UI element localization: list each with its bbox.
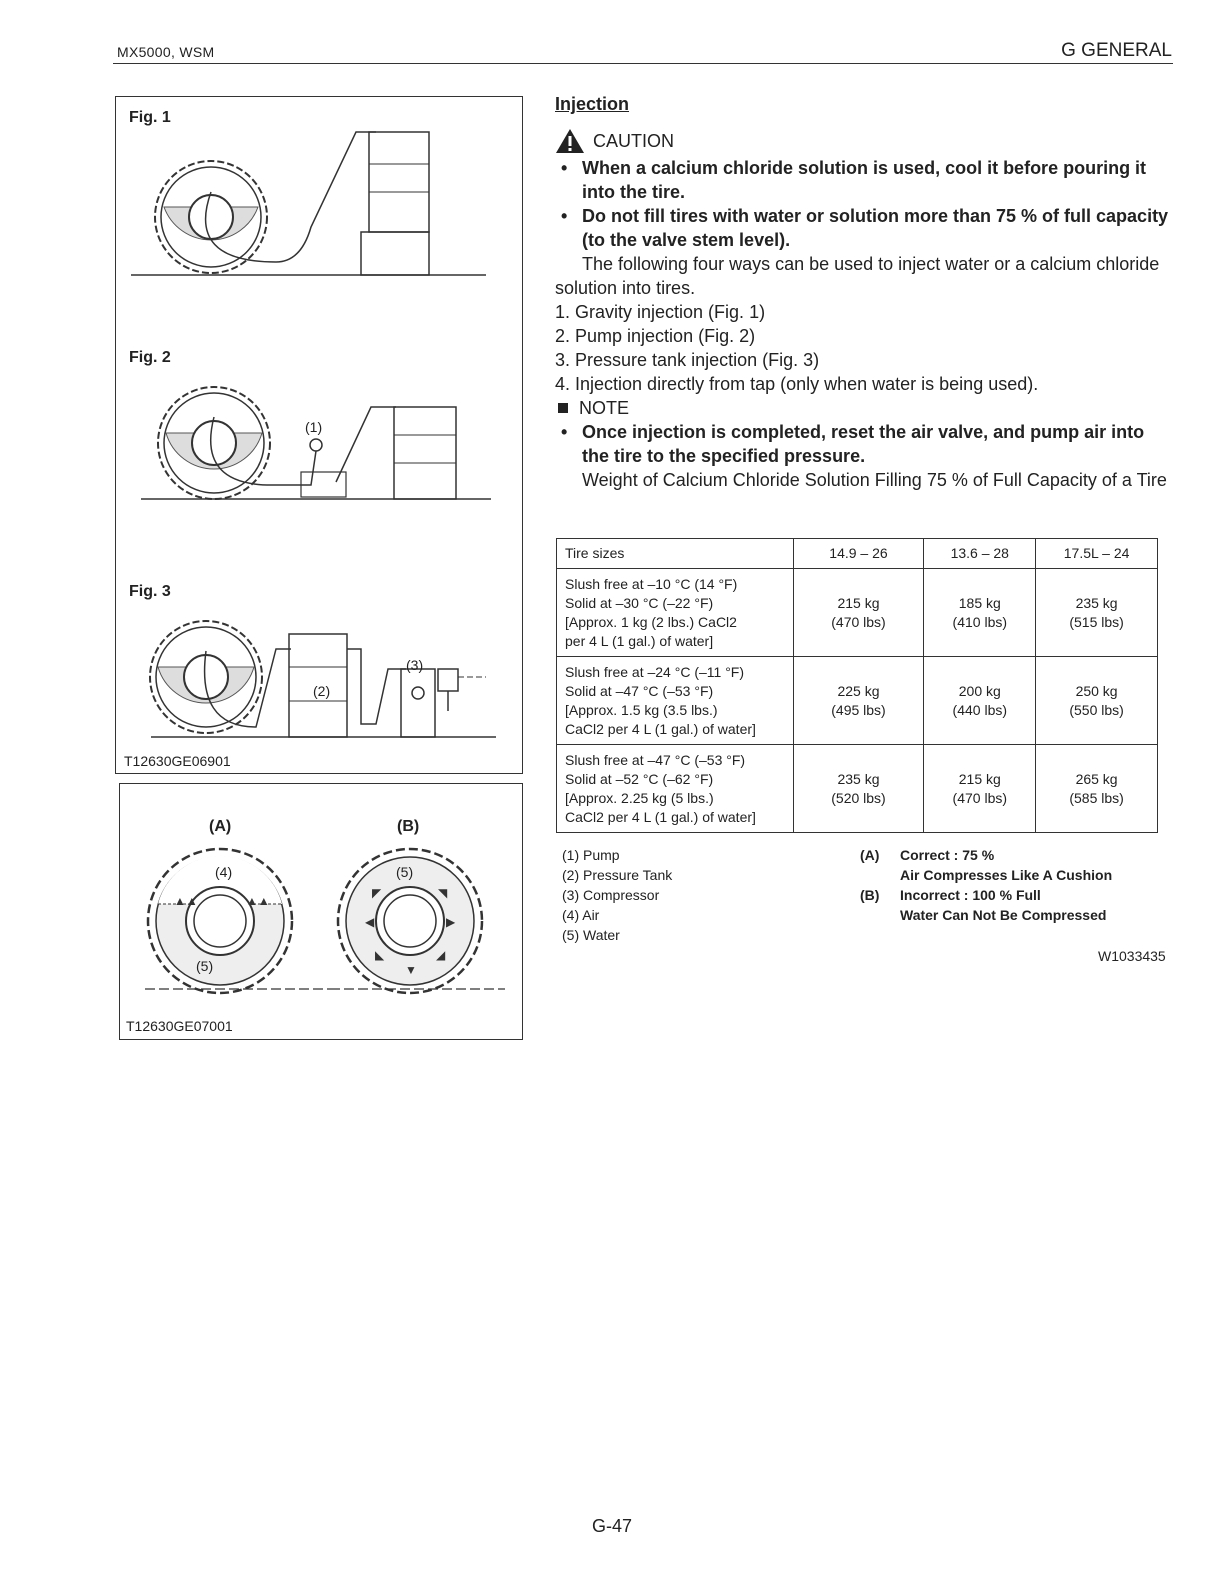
legend-a-title: Correct : 75 % bbox=[900, 847, 995, 863]
main-content bbox=[555, 92, 1175, 492]
header-size-2: 13.6 – 28 bbox=[924, 539, 1036, 569]
legend-item: (2) Pressure Tank bbox=[562, 867, 673, 883]
svg-text:◣: ◣ bbox=[375, 948, 385, 962]
figure-code-2: T12630GE07001 bbox=[126, 1018, 233, 1034]
value-lbs: (470 lbs) bbox=[831, 613, 886, 630]
value-kg: 215 kg bbox=[837, 594, 880, 611]
value-cell bbox=[1036, 657, 1158, 745]
condition-line: Slush free at –10 °C (14 °F) bbox=[565, 575, 738, 592]
value-lbs: (440 lbs) bbox=[952, 701, 1008, 718]
header-rule bbox=[113, 63, 1173, 64]
table-row bbox=[557, 745, 1158, 833]
value-cell bbox=[924, 657, 1036, 745]
gravity-injection-illustration bbox=[126, 122, 516, 292]
value-cell bbox=[793, 745, 924, 833]
label-a: (A) bbox=[209, 818, 232, 835]
value-kg: 215 kg bbox=[958, 770, 1001, 787]
fig3-label: Fig. 3 bbox=[129, 583, 171, 600]
fig1-label: Fig. 1 bbox=[129, 109, 171, 126]
calcium-chloride-table bbox=[556, 538, 1158, 833]
method-2: 2. Pump injection (Fig. 2) bbox=[555, 326, 756, 346]
legend-item: (4) Air bbox=[562, 907, 600, 923]
value-lbs: (520 lbs) bbox=[831, 789, 886, 806]
condition-cell bbox=[557, 657, 794, 745]
legend-a-key: (A) bbox=[860, 847, 880, 863]
value-cell bbox=[924, 569, 1036, 657]
pump-injection-illustration bbox=[126, 377, 516, 507]
condition-line: Solid at –52 °C (–62 °F) bbox=[565, 770, 714, 787]
condition-line: CaCl2 per 4 L (1 gal.) of water] bbox=[565, 720, 756, 737]
section-heading: Injection bbox=[555, 94, 630, 114]
label-b: (B) bbox=[397, 818, 420, 835]
table-caption: Weight of Calcium Chloride Solution Filling 75 % of Full Capacity of a Tire bbox=[582, 470, 1167, 490]
method-3: 3. Pressure tank injection (Fig. 3) bbox=[555, 350, 820, 370]
value-lbs: (585 lbs) bbox=[1069, 789, 1124, 806]
caution-item-2: • Do not fill tires with water or solution more than 75 % of full capacity (to the valve stem level). bbox=[555, 204, 1175, 252]
value-kg: 185 kg bbox=[958, 594, 1001, 611]
svg-text:◢: ◢ bbox=[436, 948, 446, 962]
legend-item: (3) Compressor bbox=[562, 887, 660, 903]
figure-box-1 bbox=[115, 96, 523, 774]
callout-water-a: (5) bbox=[196, 958, 214, 974]
svg-text:◤: ◤ bbox=[372, 886, 382, 900]
caution-title: CAUTION bbox=[593, 131, 674, 151]
callout-legend bbox=[562, 845, 832, 945]
legend-b-desc: Water Can Not Be Compressed bbox=[900, 907, 1107, 923]
condition-line: [Approx. 1 kg (2 lbs.) CaCl2 bbox=[565, 613, 737, 630]
legend-b-key: (B) bbox=[860, 887, 880, 903]
legend-a-desc: Air Compresses Like A Cushion bbox=[900, 867, 1113, 883]
value-cell bbox=[924, 745, 1036, 833]
condition-line: Slush free at –24 °C (–11 °F) bbox=[565, 663, 745, 680]
note-block bbox=[555, 396, 1175, 420]
method-1: 1. Gravity injection (Fig. 1) bbox=[555, 302, 766, 322]
legend-a bbox=[860, 845, 1170, 865]
value-kg: 235 kg bbox=[1075, 594, 1118, 611]
legend-b-title: Incorrect : 100 % Full bbox=[900, 887, 1041, 903]
value-kg: 200 kg bbox=[958, 682, 1001, 699]
fig2-label: Fig. 2 bbox=[129, 349, 171, 366]
header-size-3: 17.5L – 24 bbox=[1036, 539, 1158, 569]
note-title: NOTE bbox=[579, 398, 630, 418]
header-size-1: 14.9 – 26 bbox=[793, 539, 924, 569]
square-bullet-icon bbox=[558, 403, 568, 413]
condition-line: [Approx. 2.25 kg (5 lbs.) bbox=[565, 789, 714, 806]
reference-code: W1033435 bbox=[1098, 948, 1166, 964]
legend-b bbox=[860, 885, 1170, 905]
table-row bbox=[557, 569, 1158, 657]
svg-text:▲▲: ▲▲ bbox=[174, 894, 198, 908]
value-kg: 225 kg bbox=[837, 682, 880, 699]
value-lbs: (515 lbs) bbox=[1069, 613, 1124, 630]
fill-legend bbox=[860, 845, 1170, 925]
fig2-callout-pump: (1) bbox=[305, 419, 323, 435]
value-lbs: (410 lbs) bbox=[952, 613, 1008, 630]
legend-item: (1) Pump bbox=[562, 847, 620, 863]
intro-text: The following four ways can be used to inject water or a calcium chloride solution into tires. bbox=[555, 254, 1160, 298]
figure-box-2 bbox=[119, 783, 523, 1040]
value-cell bbox=[793, 569, 924, 657]
pressure-tank-injection-illustration bbox=[126, 609, 516, 744]
fig3-callout-tank: (2) bbox=[313, 683, 331, 699]
value-cell bbox=[793, 657, 924, 745]
condition-line: Solid at –47 °C (–53 °F) bbox=[565, 682, 714, 699]
fig3-callout-compressor: (3) bbox=[406, 657, 424, 673]
tire-fill-comparison-illustration bbox=[140, 839, 510, 999]
callout-water-b: (5) bbox=[396, 864, 414, 880]
doc-id: MX5000, WSM bbox=[117, 44, 215, 60]
condition-line: Slush free at –47 °C (–53 °F) bbox=[565, 751, 746, 768]
page-number: G-47 bbox=[591, 1516, 633, 1536]
condition-cell bbox=[557, 569, 794, 657]
header-tire-sizes: Tire sizes bbox=[557, 539, 794, 569]
method-4: 4. Injection directly from tap (only when water is being used). bbox=[555, 374, 1039, 394]
svg-text:▶: ▶ bbox=[446, 915, 456, 929]
value-cell bbox=[1036, 745, 1158, 833]
condition-line: per 4 L (1 gal.) of water] bbox=[565, 632, 714, 649]
condition-line: [Approx. 1.5 kg (3.5 lbs.) bbox=[565, 701, 718, 718]
value-lbs: (495 lbs) bbox=[831, 701, 886, 718]
value-kg: 235 kg bbox=[837, 770, 880, 787]
warning-triangle-icon bbox=[555, 128, 585, 154]
value-lbs: (470 lbs) bbox=[952, 789, 1008, 806]
figure-code-1: T12630GE06901 bbox=[124, 753, 231, 769]
caution-item-1: • When a calcium chloride solution is used, cool it before pouring it into the tire. bbox=[555, 156, 1175, 204]
value-cell bbox=[1036, 569, 1158, 657]
legend-item: (5) Water bbox=[562, 927, 620, 943]
table-row bbox=[557, 657, 1158, 745]
value-kg: 265 kg bbox=[1075, 770, 1118, 787]
caution-block bbox=[555, 128, 1175, 154]
value-kg: 250 kg bbox=[1075, 682, 1118, 699]
svg-text:▼: ▼ bbox=[405, 963, 417, 977]
value-lbs: (550 lbs) bbox=[1069, 701, 1124, 718]
condition-cell bbox=[557, 745, 794, 833]
condition-line: CaCl2 per 4 L (1 gal.) of water] bbox=[565, 808, 756, 825]
section-title: G GENERAL bbox=[1061, 40, 1172, 61]
svg-text:▲▲: ▲▲ bbox=[246, 894, 270, 908]
callout-air: (4) bbox=[215, 864, 233, 880]
table-header-row bbox=[557, 539, 1158, 569]
svg-text:◥: ◥ bbox=[438, 886, 448, 900]
note-item: • Once injection is completed, reset the air valve, and pump air into the tire to the specified pressure. bbox=[555, 420, 1175, 468]
condition-line: Solid at –30 °C (–22 °F) bbox=[565, 594, 714, 611]
svg-text:◀: ◀ bbox=[365, 915, 375, 929]
